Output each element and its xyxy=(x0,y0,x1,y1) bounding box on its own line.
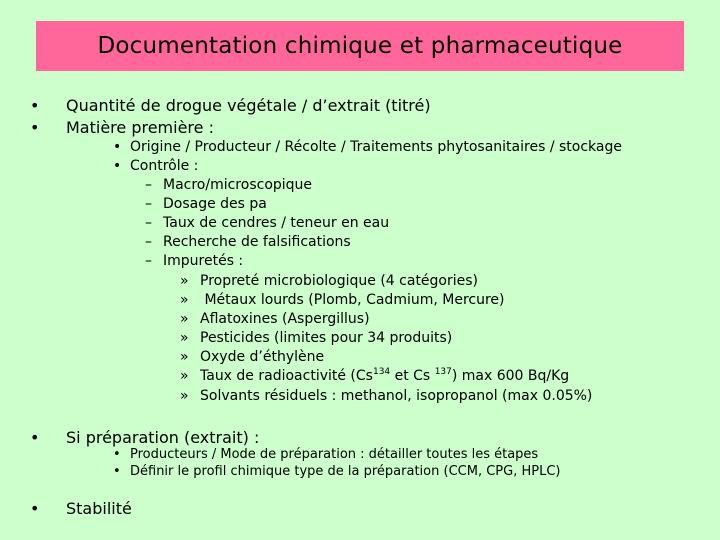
impurete-item: Pesticides (limites pour 34 produits) xyxy=(200,330,453,346)
controle-item: Taux de cendres / teneur en eau xyxy=(163,215,390,231)
dash-marker: – xyxy=(145,234,152,250)
radio-text-after: ) max 600 Bq/Kg xyxy=(451,368,570,384)
dash-marker: – xyxy=(145,253,152,269)
dash-marker: – xyxy=(145,215,152,231)
controle-item: Recherche de falsifications xyxy=(163,234,351,250)
radio-sup-134: 134 xyxy=(372,367,391,377)
item-quantite: Quantité de drogue végétale / d’extrait (titré) xyxy=(66,96,431,115)
item-matiere-premiere: Matière première : xyxy=(66,118,214,137)
dash-marker: – xyxy=(145,177,152,193)
item-origine: Origine / Producteur / Récolte / Traitements phytosanitaires / stockage xyxy=(130,139,622,155)
impurete-item: Oxyde d’éthylène xyxy=(200,349,325,365)
arrow-marker: » xyxy=(180,292,189,308)
preparation-item: Producteurs / Mode de préparation : détailler toutes les étapes xyxy=(130,447,539,462)
controle-item: Dosage des pa xyxy=(163,196,267,212)
arrow-marker: » xyxy=(180,388,189,404)
item-stabilite: Stabilité xyxy=(66,499,132,518)
radio-text-before: Taux de radioactivité (Cs xyxy=(200,368,373,384)
item-si-preparation: Si préparation (extrait) : xyxy=(66,428,260,447)
impurete-item-solvants: Solvants résiduels : methanol, isopropanol (max 0.05%) xyxy=(200,388,593,404)
impurete-item: Aflatoxines (Aspergillus) xyxy=(200,311,370,327)
arrow-marker: » xyxy=(180,368,189,384)
bullet-marker: • xyxy=(113,464,121,479)
bullet-marker: • xyxy=(113,447,121,462)
impurete-item: Métaux lourds (Plomb, Cadmium, Mercure) xyxy=(200,292,505,308)
controle-item-impuretes: Impuretés : xyxy=(163,253,244,269)
preparation-item: Définir le profil chimique type de la préparation (CCM, CPG, HPLC) xyxy=(130,464,561,479)
item-controle: Contrôle : xyxy=(130,158,199,174)
page-title: Documentation chimique et pharmaceutique xyxy=(97,33,623,59)
radio-text-middle: et Cs xyxy=(390,368,435,384)
radio-sup-137: 137 xyxy=(434,367,452,377)
controle-item: Macro/microscopique xyxy=(163,177,313,193)
bullet-marker: • xyxy=(113,139,122,155)
arrow-marker: » xyxy=(180,349,189,365)
arrow-marker: » xyxy=(180,311,189,327)
impurete-item-radioactivite xyxy=(200,368,569,384)
impurete-item: Propreté microbiologique (4 catégories) xyxy=(200,273,479,289)
dash-marker: – xyxy=(145,196,152,212)
title-banner xyxy=(36,21,684,71)
bullet-marker: • xyxy=(30,96,40,115)
bullet-marker: • xyxy=(113,158,122,174)
bullet-marker: • xyxy=(30,428,40,447)
bullet-marker: • xyxy=(30,499,40,518)
arrow-marker: » xyxy=(180,273,189,289)
arrow-marker: » xyxy=(180,330,189,346)
bullet-marker: • xyxy=(30,118,40,137)
